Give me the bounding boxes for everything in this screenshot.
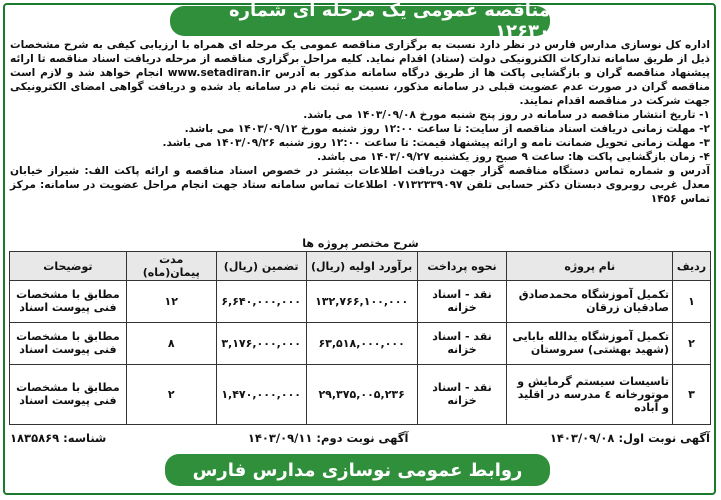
header-cell-payment-method: نحوه پرداخت	[417, 252, 507, 281]
table-row	[10, 322, 711, 364]
project-name-cell: تاسیسات سیستم گرمایش و موتورخانه ٤ مدرسه در اقلید و آباده	[507, 364, 673, 425]
row-number-cell: ۳	[673, 364, 711, 425]
notice-id: شناسه: ۱۸۳۵۸۶۹	[10, 431, 107, 445]
guarantee-cell: ۶,۶۴۰,۰۰۰,۰۰۰	[216, 281, 306, 323]
row-number-cell: ۲	[673, 322, 711, 364]
payment-method-cell: نقد - اسناد خزانه	[417, 364, 507, 425]
intro-item-4: ۴- زمان بازگشایی پاکت ها: ساعت ۹ صبح روز یکشنبه ۱۴۰۳/۰۹/۲۷ می باشد.	[317, 151, 710, 163]
project-name-cell: تکمیل آموزشگاه محمدصادق صادقیان زرقان	[507, 281, 673, 323]
table-row	[10, 364, 711, 425]
public-relations-banner: روابط عمومی نوسازی مدارس فارس	[165, 454, 550, 486]
intro-item-2: ۲- مهلت زمانی دریافت اسناد مناقصه از سایت: تا ساعت ۱۲:۰۰ روز شنبه مورخ ۱۴۰۳/۰۹/۱۲ می باشد.	[184, 123, 710, 135]
payment-method-cell: نقد - اسناد خزانه	[417, 281, 507, 323]
notice-title: مناقصه عمومی یک مرحله ای شماره ۱۲۶۳۰	[170, 6, 550, 36]
row-number-cell: ۱	[673, 281, 711, 323]
second-notice-date: آگهی نوبت دوم: ۱۴۰۳/۰۹/۱۱	[247, 431, 409, 445]
header-cell-project-name: نام پروژه	[507, 252, 673, 281]
header-cell-notes: توضیحات	[10, 252, 127, 281]
duration-cell: ۲	[126, 364, 216, 425]
notice-body	[10, 38, 710, 206]
intro-item-1: ۱- تاریخ انتشار مناقصه در سامانه در روز پنج شنبه مورخ ۱۴۰۳/۰۹/۰۸ می باشد.	[303, 109, 710, 121]
guarantee-cell: ۳,۱۷۶,۰۰۰,۰۰۰	[216, 322, 306, 364]
header-cell-duration: مدت پیمان(ماه)	[126, 252, 216, 281]
project-name-cell: تکمیل آموزشگاه یدالله بابایی (شهید بهشتی) سروستان	[507, 322, 673, 364]
duration-cell: ۸	[126, 322, 216, 364]
guarantee-cell: ۱,۴۷۰,۰۰۰,۰۰۰	[216, 364, 306, 425]
header-cell-estimate: برآورد اولیه (ریال)	[306, 252, 417, 281]
estimate-cell: ۶۳,۵۱۸,۰۰۰,۰۰۰	[306, 322, 417, 364]
notes-cell: مطابق با مشخصات فنی پیوست اسناد	[10, 281, 127, 323]
duration-cell: ۱۲	[126, 281, 216, 323]
first-notice-date: آگهی نوبت اول: ۱۴۰۳/۰۹/۰۸	[549, 431, 710, 445]
intro-address: آدرس و شماره تماس دستگاه مناقصه گزار جهت دریافت اطلاعات بیشتر در خصوص اسناد مناقصه و ارائه پاکت الف: شیراز خیابان معدل غربی روبروی دبستان دکتر حسابی تلفن ۰۷۱۳۲۳۳۹۰۹۷ اطلاعات تماس سامانه ستاد جهت انجام مراحل عضویت در سامانه: مرکز تماس ۱۴۵۶	[10, 165, 710, 205]
projects-table	[9, 251, 711, 425]
notes-cell: مطابق با مشخصات فنی پیوست اسناد	[10, 322, 127, 364]
header-cell-row-number: ردیف	[673, 252, 711, 281]
header-cell-guarantee: تضمین (ریال)	[216, 252, 306, 281]
table-header-row	[10, 252, 711, 281]
payment-method-cell: نقد - اسناد خزانه	[417, 322, 507, 364]
notice-footer	[10, 430, 710, 446]
estimate-cell: ۱۳۲,۷۶۶,۱۰۰,۰۰۰	[306, 281, 417, 323]
intro-paragraph: اداره کل نوسازی مدارس فارس در نظر دارد نسبت به برگزاری مناقصه عمومی یک مرحله ای همراه با ارزیابی کیفی به شرح مشخصات ذیل از طریق سامانه تدارکات الکترونیکی دولت (ستاد) اقدام نماید. کلیه مراحل برگزاری مناقصه از مرحله دریافت اسناد مناقصه تا ارائه پیشنهاد مناقصه گران و بازگشایی پاکت ها از طریق درگاه سامانه مذکور به آدرس www.setadiran.ir انجام خواهد شد و لازم است مناقصه گران در صورت عدم عضویت قبلی در سامانه مذکور، نسبت به ثبت نام در سامانه یاد شده و دریافت گواهی امضای الکترونیکی جهت شرکت در مناقصه اقدام نمایند.	[10, 39, 711, 107]
notes-cell: مطابق با مشخصات فنی پیوست اسناد	[10, 364, 127, 425]
intro-item-3: ۳- مهلت زمانی تحویل ضمانت نامه و ارائه پیشنهاد قیمت: تا ساعت ۱۲:۰۰ روز شنبه ۱۴۰۳/۰۹/۲۶ می باشد.	[162, 137, 710, 149]
table-title: شرح مختصر پروژه ها	[302, 237, 419, 250]
table-row	[10, 281, 711, 323]
estimate-cell: ۲۹,۳۷۵,۰۰۵,۲۳۶	[306, 364, 417, 425]
